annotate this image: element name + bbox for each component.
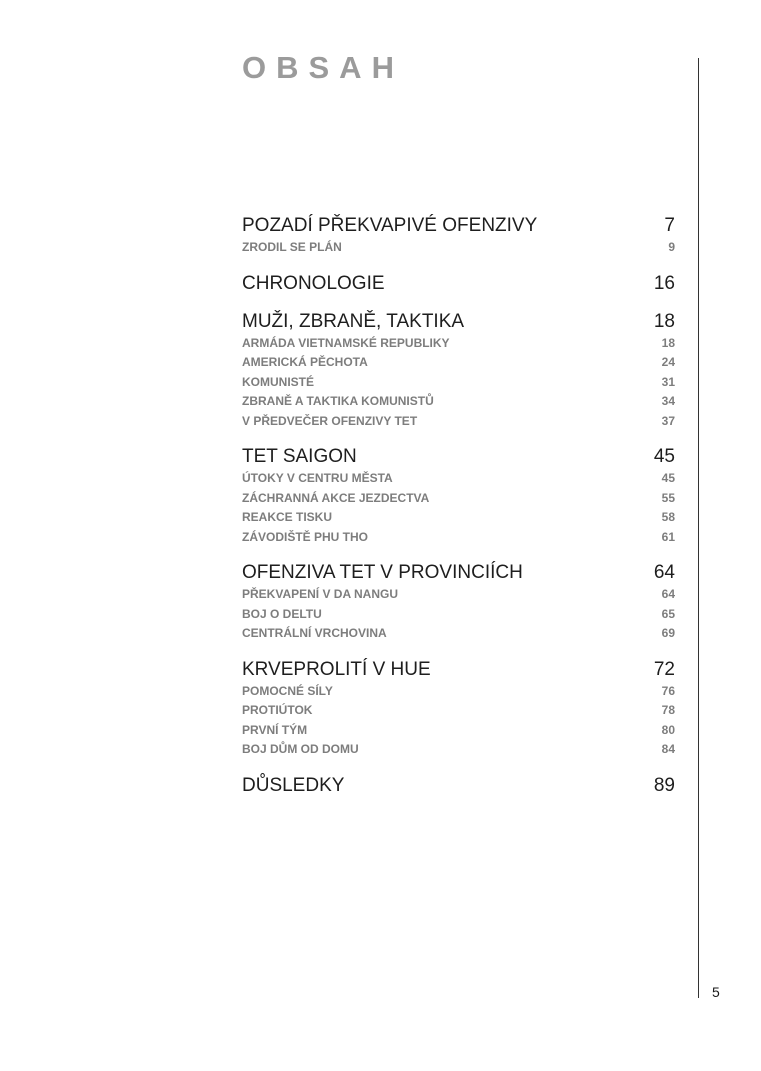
toc-section-row[interactable] xyxy=(242,373,675,393)
toc-section-page: 61 xyxy=(661,529,675,544)
toc-section-row[interactable] xyxy=(242,701,675,721)
toc-section-row[interactable] xyxy=(242,412,675,432)
toc-chapter xyxy=(242,445,675,547)
toc-chapter-row[interactable] xyxy=(242,272,675,296)
toc-section-title: REAKCE TISKU xyxy=(242,510,333,524)
page-number: 5 xyxy=(712,984,720,1000)
toc-section-title: ZRODIL SE PLÁN xyxy=(242,240,342,254)
toc-section-row[interactable] xyxy=(242,528,675,548)
toc-section-row[interactable] xyxy=(242,721,675,741)
toc-section-title: BOJ O DELTU xyxy=(242,606,322,621)
toc-chapter xyxy=(242,561,675,644)
toc-section-page: 80 xyxy=(661,722,675,737)
toc-chapter-page: 18 xyxy=(653,310,675,332)
toc-chapter xyxy=(242,658,675,760)
toc-section-title: ZBRANĚ A TAKTIKA KOMUNISTŮ xyxy=(242,394,434,408)
toc-chapter-page: 16 xyxy=(653,272,675,294)
toc-section-title: ARMÁDA VIETNAMSKÉ REPUBLIKY xyxy=(242,335,450,350)
toc-section-row[interactable] xyxy=(242,585,675,605)
table-of-contents xyxy=(242,214,675,812)
toc-section-row[interactable] xyxy=(242,508,675,528)
toc-section-page: 37 xyxy=(661,413,675,428)
toc-section-page: 65 xyxy=(661,606,675,621)
toc-chapter xyxy=(242,214,675,258)
toc-section-title: PROTIÚTOK xyxy=(242,703,313,717)
toc-chapter-page: 72 xyxy=(653,658,675,680)
toc-section-page: 34 xyxy=(661,394,675,408)
toc-section-row[interactable] xyxy=(242,605,675,625)
toc-chapter-row[interactable] xyxy=(242,658,675,682)
toc-chapter-title: OFENZIVA TET V PROVINCIÍCH xyxy=(242,562,523,583)
toc-chapter-row[interactable] xyxy=(242,445,675,469)
toc-chapter-title: DŮSLEDKY xyxy=(242,774,345,796)
toc-section-title: ZÁCHRANNÁ AKCE JEZDECTVA xyxy=(242,490,430,505)
toc-section-row[interactable] xyxy=(242,469,675,489)
toc-section-page: 69 xyxy=(661,626,675,640)
vertical-rule xyxy=(698,58,699,998)
toc-section-row[interactable] xyxy=(242,334,675,354)
toc-section-row[interactable] xyxy=(242,489,675,509)
toc-chapter xyxy=(242,272,675,296)
toc-chapter-row[interactable] xyxy=(242,310,675,334)
toc-chapter-title: KRVEPROLITÍ V HUE xyxy=(242,658,431,680)
toc-section-title: POMOCNÉ SÍLY xyxy=(242,683,333,698)
toc-section-title: BOJ DŮM OD DOMU xyxy=(242,742,359,756)
toc-section-page: 58 xyxy=(661,510,675,524)
toc-section-title: V PŘEDVEČER OFENZIVY TET xyxy=(242,413,418,428)
toc-section-row[interactable] xyxy=(242,682,675,702)
toc-section-title: PŘEKVAPENÍ V DA NANGU xyxy=(242,587,399,601)
toc-section-page: 64 xyxy=(661,587,675,601)
toc-section-page: 9 xyxy=(668,240,675,254)
toc-chapter-title: POZADÍ PŘEKVAPIVÉ OFENZIVY xyxy=(242,215,538,236)
toc-section-title: AMERICKÁ PĚCHOTA xyxy=(242,355,368,369)
toc-chapter xyxy=(242,310,675,432)
toc-chapter-page: 45 xyxy=(653,446,675,467)
toc-chapter-row[interactable] xyxy=(242,774,675,798)
toc-section-page: 18 xyxy=(661,335,675,350)
toc-section-row[interactable] xyxy=(242,353,675,373)
page-title: OBSAH xyxy=(242,50,404,85)
toc-section-title: ÚTOKY V CENTRU MĚSTA xyxy=(242,471,393,485)
toc-section-page: 45 xyxy=(661,471,675,485)
toc-chapter xyxy=(242,774,675,798)
toc-section-row[interactable] xyxy=(242,624,675,644)
toc-chapter-page: 64 xyxy=(653,562,675,583)
toc-chapter-row[interactable] xyxy=(242,214,675,238)
toc-section-page: 76 xyxy=(661,683,675,698)
toc-chapter-row[interactable] xyxy=(242,561,675,585)
toc-section-title: CENTRÁLNÍ VRCHOVINA xyxy=(242,626,387,640)
toc-section-page: 31 xyxy=(661,374,675,389)
toc-chapter-title: TET SAIGON xyxy=(242,446,357,467)
toc-section-row[interactable] xyxy=(242,392,675,412)
toc-chapter-title: CHRONOLOGIE xyxy=(242,272,385,294)
toc-section-title: ZÁVODIŠTĚ PHU THO xyxy=(242,529,369,544)
toc-section-title: PRVNÍ TÝM xyxy=(242,722,308,737)
toc-chapter-title: MUŽI, ZBRANĚ, TAKTIKA xyxy=(242,310,465,332)
toc-section-title: KOMUNISTÉ xyxy=(242,374,314,389)
toc-chapter-page: 89 xyxy=(653,774,675,796)
toc-section-row[interactable] xyxy=(242,740,675,760)
toc-section-page: 24 xyxy=(661,355,675,369)
toc-section-row[interactable] xyxy=(242,238,675,258)
toc-section-page: 55 xyxy=(661,490,675,505)
toc-section-page: 78 xyxy=(661,703,675,717)
toc-section-page: 84 xyxy=(661,742,675,756)
toc-chapter-page: 7 xyxy=(664,215,675,236)
